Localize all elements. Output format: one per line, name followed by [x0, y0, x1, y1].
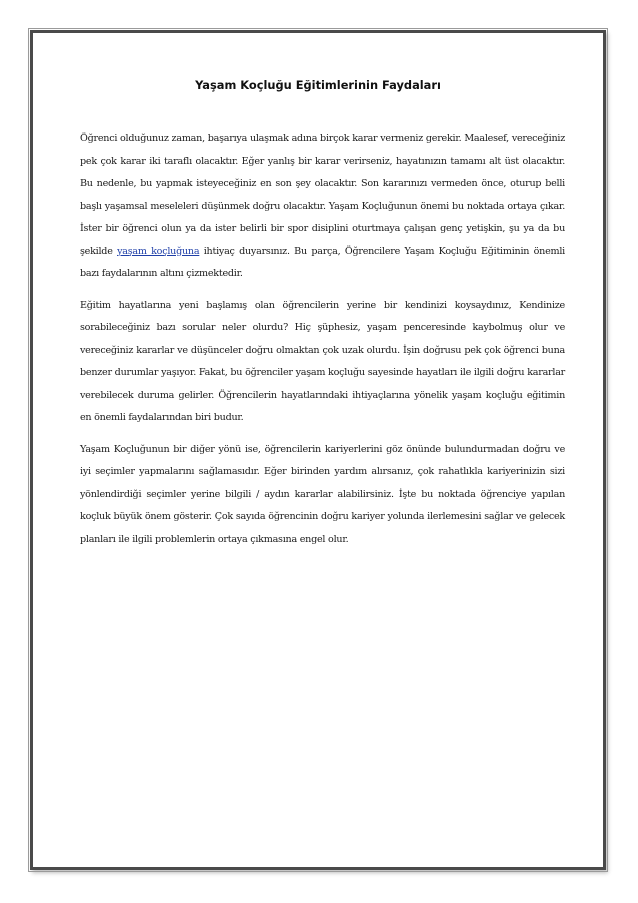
- paragraph-3: Yaşam Koçluğunun bir diğer yönü ise, öğrencilerin kariyerlerini göz önünde bulundurmadan doğru ve iyi seçimler yapmalarını sağlamasıdır. Eğer birinden yardım alırsanız, çok rahatlıkla kariyerinizin sizi yönlendirdiği seçimler yerine bilgili / aydın kararlar alabilirsiniz. İşte bu noktada öğrenciye yapılan koçluk büyük önem gösterir. Çok sayıda öğrencinin doğru kariyer yolunda ilerlemesini sağlar ve gelecek planları ile ilgili problemlerin ortaya çıkmasına engel olur.: [80, 443, 565, 545]
- document-body: [80, 128, 565, 560]
- paragraph-1-text-start: Öğrenci olduğunuz zaman, başarıya ulaşmak adına birçok karar vermeniz gerekir. Maalesef, vereceğiniz pek çok karar iki taraflı olacaktır. Eğer yanlış bir karar verirseniz, hayatınızın tamamı alt üst olacaktır. Bu nedenle, bu yapmak isteyeceğiniz en son şey olacaktır. Son kararınızı vermeden önce, oturup belli başlı yaşamsal meseleleri düşünmek doğru olacaktır. Yaşam Koçluğunun önemi bu noktada ortaya çıkar. İster bir öğrenci olun ya da ister belirli bir spor disiplini oturtmaya çalışan genç yetişkin, şu ya da bu şekilde: [80, 133, 565, 257]
- life-coaching-link[interactable]: yaşam koçluğuna: [117, 245, 200, 257]
- paragraph-1-text-end: ihtiyaç duyarsınız. Bu parça, Öğrencilere Yaşam Koçluğu Eğitiminin önemli bazı faydalarının altını çizmektedir.: [80, 245, 566, 279]
- page-frame: [30, 30, 606, 870]
- document-title: Yaşam Koçluğu Eğitimlerinin Faydaları: [195, 78, 441, 92]
- paragraph-1: [80, 128, 565, 286]
- paragraph-2: Eğitim hayatlarına yeni başlamış olan öğrencilerin yerine bir kendinizi koysaydınız, Kendinize sorabileceğiniz bazı sorular neler olurdu? Hiç şüphesiz, yaşam penceresinde kaybolmuş olur ve vereceğiniz kararlar ve düşünceler doğru olmaktan çok uzak olurdu. İşin doğrusu pek çok öğrenci buna benzer durumlar yaşıyor. Fakat, bu öğrenciler yaşam koçluğu sayesinde hayatları ile ilgili doğru kararlar verebilecek duruma gelirler. Öğrencilerin hayatlarındaki ihtiyaçlarına yönelik yaşam koçluğu eğitimin en önemli faydalarından biri budur.: [80, 299, 565, 423]
